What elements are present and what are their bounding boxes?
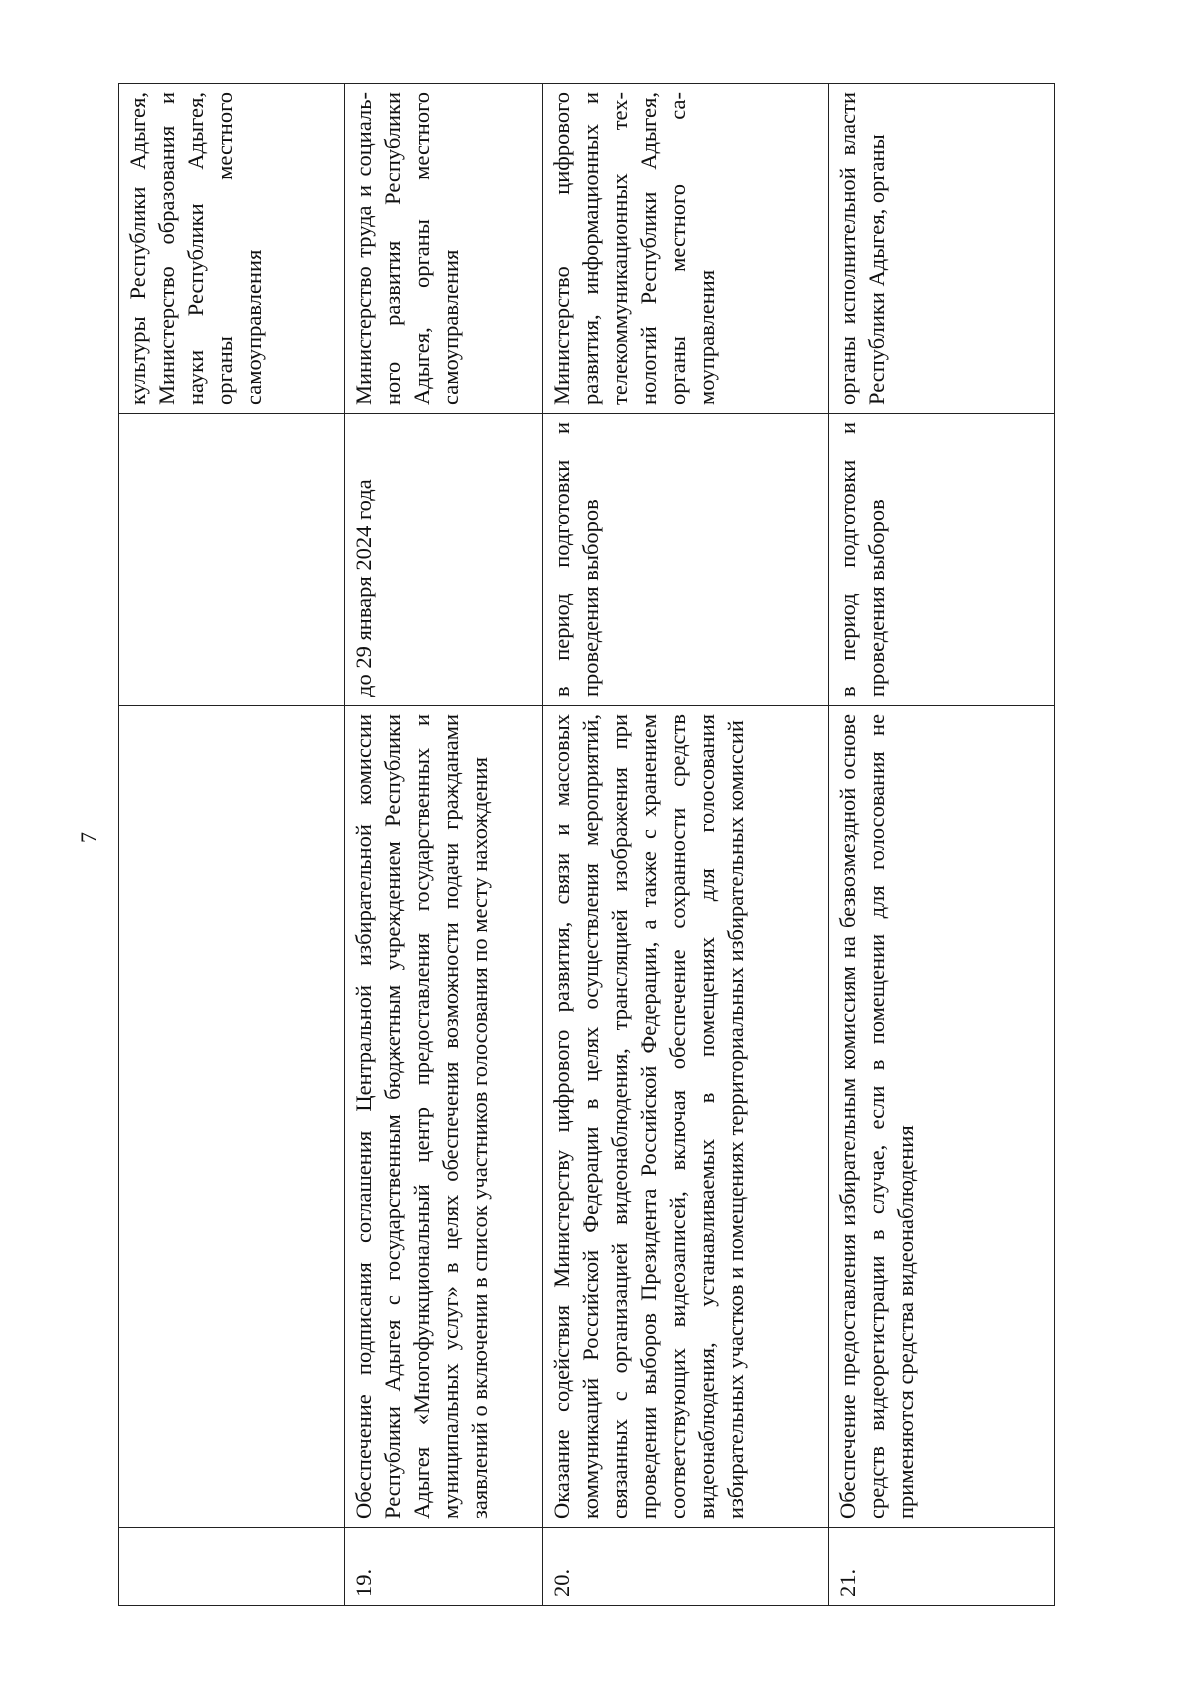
row-responsible: органы исполнительной власти Республики Адыгея, органы xyxy=(829,84,1055,414)
table-row xyxy=(119,84,345,1606)
row-task: Обеспечение предоставления избирательным комиссиям на безвозмездной основе средств видеорегистрации в случае, если в помещении для голосования не применяются средства видеонаблюдения xyxy=(829,706,1055,1528)
row-task: Оказание содействия Министерству цифрового развития, связи и массовых коммуникаций Российской Федерации в целях осуществления мероприятий, связанных с организацией видеонаблюдения, трансляцией изображения при проведении выборов Президента Российской Федерации, а также с хранением соответствующих видеозаписей, включая обеспечение сохранности средств видеонаблюдения, устанавливаемых в помещениях для голосования избирательных участков и помещениях территориальных избирательных комиссий xyxy=(543,706,829,1528)
row-term xyxy=(119,414,345,706)
rotated-table-container xyxy=(118,84,1054,1606)
table-row xyxy=(345,84,543,1606)
row-task: Обеспечение подписания соглашения Центральной избирательной комиссии Республики Адыгея с государственным бюджетным учреждением Республики Адыгея «Многофункциональный центр предоставления государственных и муниципальных услуг» в целях обеспечения возможности подачи гражданами заявлений о включении в список участников голосования по месту нахождения xyxy=(345,706,543,1528)
row-number xyxy=(119,1528,345,1606)
page-number: 7 xyxy=(76,832,101,843)
row-task xyxy=(119,706,345,1528)
measures-table xyxy=(118,83,1055,1606)
row-responsible: Министерство труда и социального развития Республики Адыгея, органы местного самоуправления xyxy=(345,84,543,414)
row-term: до 29 января 2024 года xyxy=(345,414,543,706)
row-number: 20. xyxy=(543,1528,829,1606)
row-responsible: культуры Республики Адыгея, Министерство образования и науки Республики Адыгея, органы местного самоуправления xyxy=(119,84,345,414)
row-term: в период подготовки и проведения выборов xyxy=(543,414,829,706)
table-row xyxy=(829,84,1055,1606)
row-responsible: Министерство цифрового развития, информационных и телекоммуникационных технологий Республики Адыгея, органы местного самоуправления xyxy=(543,84,829,414)
row-term: в период подготовки и проведения выборов xyxy=(829,414,1055,706)
row-number: 19. xyxy=(345,1528,543,1606)
table-row xyxy=(543,84,829,1606)
row-number: 21. xyxy=(829,1528,1055,1606)
